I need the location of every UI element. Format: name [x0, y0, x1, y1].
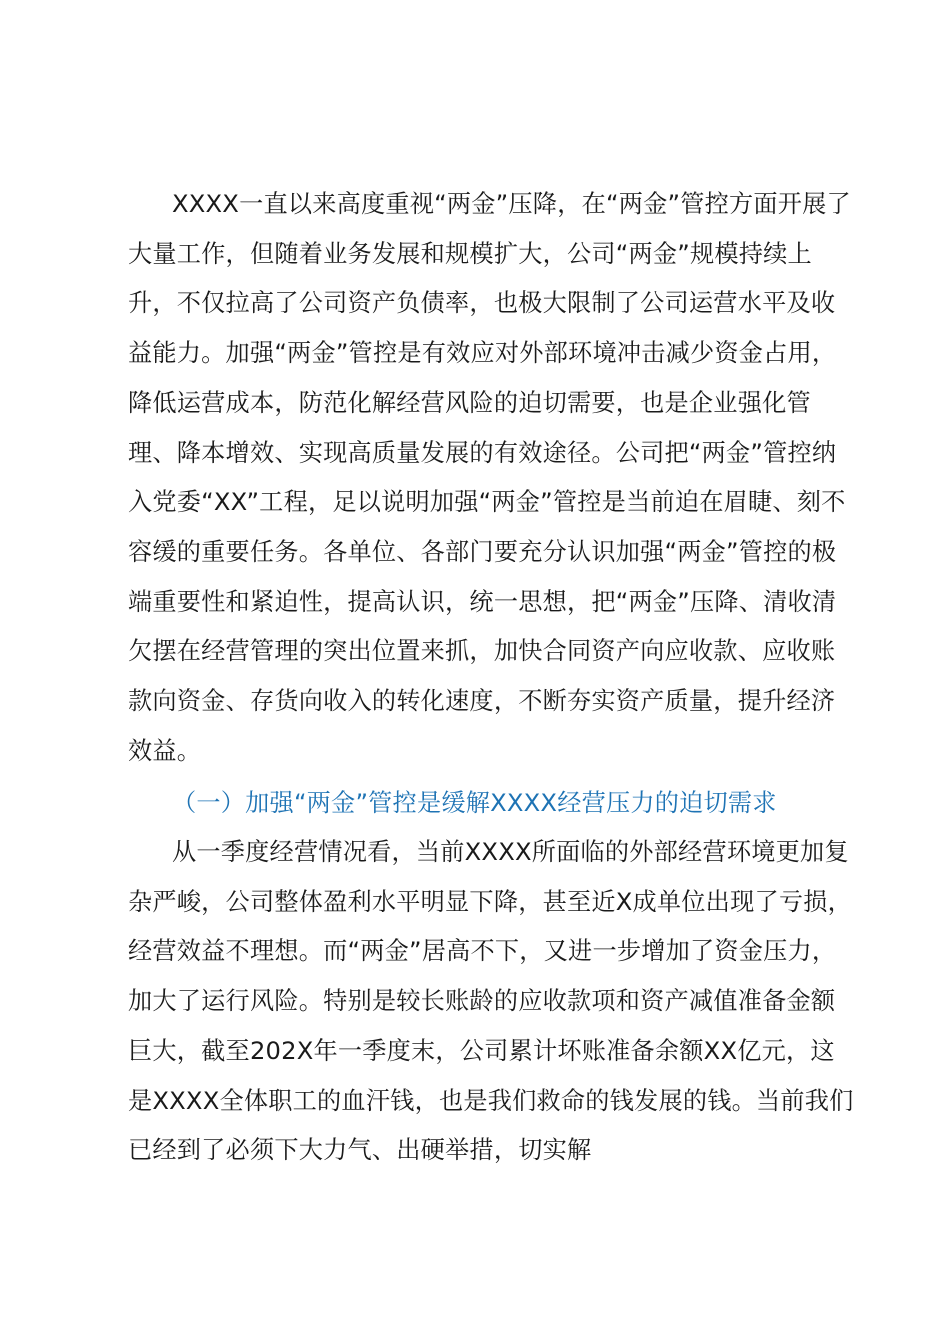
paragraph-intro — [128, 180, 858, 776]
paragraph-section-one — [128, 828, 858, 1176]
paragraph-intro-text: XXXX一直以来高度重视“两金”压降，在“两金”管控方面开展了大量工作，但随着业务发展和规模扩大，公司“两金”规模持续上升，不仅拉高了公司资产负债率，也极大限制了公司运营水平及收益能力。加强“两金”管控是有效应对外部环境冲击减少资金占用，降低运营成本，防范化解经营风险的迫切需要，也是企业强化管理、降本增效、实现高质量发展的有效途径。公司把“两金”管控纳入党委“XX”工程，足以说明加强“两金”管控是当前迫在眉睫、刻不容缓的重要任务。各单位、各部门要充分认识加强“两金”管控的极端重要性和紧迫性，提高认识，统一思想，把“两金”压降、清收清欠摆在经营管理的突出位置来抓，加快合同资产向应收款、应收账款向资金、存货向收入的转化速度，不断夯实资产质量，提升经济效益。 — [128, 190, 851, 765]
paragraph-section-one-text: 从一季度经营情况看，当前XXXX所面临的外部经营环境更加复杂严峻，公司整体盈利水平明显下降，甚至近X成单位出现了亏损，经营效益不理想。而“两金”居高不下，又进一步增加了资金压力，加大了运行风险。特别是较长账龄的应收款项和资产减值准备金额巨大，截至202X年一季度末，公司累计坏账准备余额XX亿元，这是XXXX全体职工的血汗钱，也是我们救命的钱发展的钱。当前我们已经到了必须下大力气、出硬举措，切实解 — [128, 838, 854, 1165]
section-heading: （一）加强“两金”管控是缓解XXXX经营压力的迫切需求 — [172, 789, 777, 817]
